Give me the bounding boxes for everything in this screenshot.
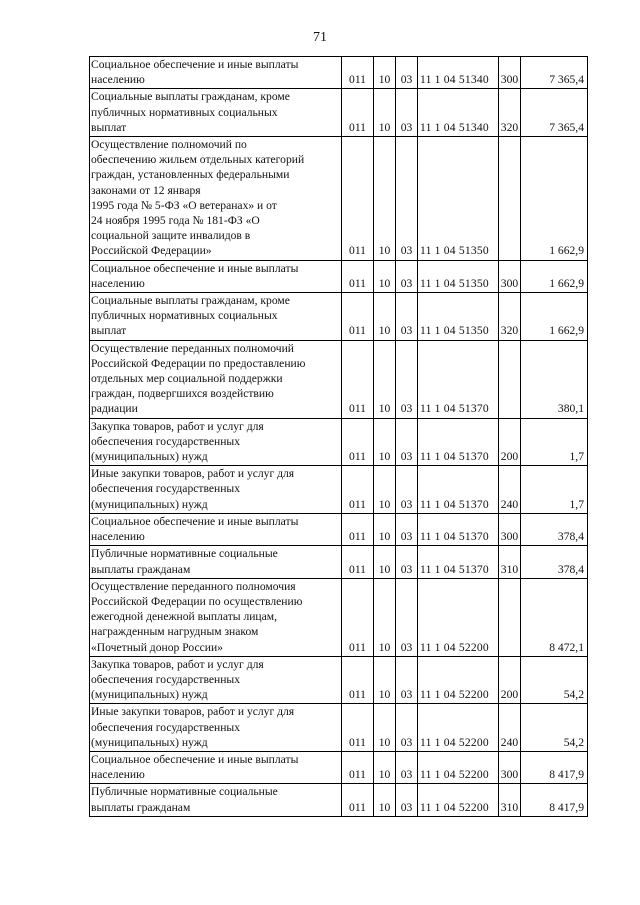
subsection-code-cell: 03 [396,57,418,89]
description-line: граждан, установленных федеральными [91,168,290,182]
ministry-code-cell: 011 [342,513,374,545]
page-number: 71 [313,30,327,45]
subsection-code-cell: 03 [396,89,418,137]
description-line: выплаты гражданам [91,800,191,814]
subsection-code-cell: 03 [396,260,418,292]
ministry-code-cell: 011 [342,784,374,816]
description-cell [90,578,342,656]
subsection-code-cell: 03 [396,466,418,514]
section-code-cell: 10 [374,784,396,816]
description-line: обеспечения государственных [91,672,241,686]
subsection-code-cell: 03 [396,704,418,752]
target-article-cell: 11 1 04 52200 [418,704,499,752]
ministry-code-cell: 011 [342,89,374,137]
description-line: выплаты гражданам [91,562,191,576]
description-line: социальной защите инвалидов в [91,229,251,243]
table-row [90,418,588,466]
target-article-cell: 11 1 04 52200 [418,784,499,816]
expense-type-cell: 300 [499,57,521,89]
description-line: населению [91,768,145,782]
description-line: (муниципальных) нужд [91,497,208,511]
table-row [90,546,588,578]
description-line: Осуществление переданных полномочий [91,341,295,355]
description-line: Социальные выплаты гражданам, кроме [91,294,290,308]
expense-type-cell: 300 [499,751,521,783]
table-row [90,260,588,292]
description-line: Социальное обеспечение и иные выплаты [91,752,299,766]
description-line: публичных нормативных социальных [91,105,278,119]
subsection-code-cell: 03 [396,751,418,783]
target-article-cell: 11 1 04 51370 [418,513,499,545]
description-line: (муниципальных) нужд [91,450,208,464]
budget-table-body [90,57,588,817]
subsection-code-cell: 03 [396,418,418,466]
description-line: 24 ноября 1995 года № 181-ФЗ «О [91,214,260,228]
description-line: ежегодной денежной выплаты лицам, [91,610,278,624]
amount-cell: 7 365,4 [521,89,588,137]
expense-type-cell: 240 [499,704,521,752]
section-code-cell: 10 [374,293,396,341]
amount-cell: 378,4 [521,513,588,545]
description-cell [90,466,342,514]
section-code-cell: 10 [374,418,396,466]
description-line: «Почетный донор России» [91,640,223,654]
description-line: (муниципальных) нужд [91,735,208,749]
description-line: обеспечения государственных [91,434,241,448]
subsection-code-cell: 03 [396,293,418,341]
description-line: Социальное обеспечение и иные выплаты [91,514,299,528]
target-article-cell: 11 1 04 51370 [418,466,499,514]
ministry-code-cell: 011 [342,704,374,752]
description-line: граждан, подвергшихся воздействию [91,387,274,401]
ministry-code-cell: 011 [342,260,374,292]
ministry-code-cell: 011 [342,418,374,466]
section-code-cell: 10 [374,340,396,418]
target-article-cell: 11 1 04 51370 [418,340,499,418]
subsection-code-cell: 03 [396,137,418,261]
description-line: Осуществление полномочий по [91,138,247,152]
amount-cell: 54,2 [521,656,588,704]
description-cell [90,656,342,704]
description-cell [90,513,342,545]
description-line: населению [91,73,145,87]
target-article-cell: 11 1 04 51370 [418,418,499,466]
ministry-code-cell: 011 [342,751,374,783]
table-row [90,293,588,341]
description-cell [90,546,342,578]
description-line: законами от 12 января [91,183,201,197]
table-row [90,89,588,137]
expense-type-cell [499,137,521,261]
expense-type-cell: 320 [499,89,521,137]
description-line: населению [91,276,145,290]
description-line: населению [91,530,145,544]
table-row [90,656,588,704]
description-line: Публичные нормативные социальные [91,785,278,799]
description-cell [90,340,342,418]
expense-type-cell: 310 [499,546,521,578]
description-cell [90,293,342,341]
expense-type-cell: 310 [499,784,521,816]
section-code-cell: 10 [374,751,396,783]
table-row [90,340,588,418]
description-line: 1995 года № 5-ФЗ «О ветеранах» и от [91,198,277,212]
section-code-cell: 10 [374,513,396,545]
table-row [90,513,588,545]
expense-type-cell: 200 [499,418,521,466]
description-line: (муниципальных) нужд [91,688,208,702]
subsection-code-cell: 03 [396,784,418,816]
budget-table [89,56,588,817]
table-row [90,137,588,261]
target-article-cell: 11 1 04 51350 [418,260,499,292]
target-article-cell: 11 1 04 51370 [418,546,499,578]
description-cell [90,137,342,261]
description-line: отдельных мер социальной поддержки [91,372,283,386]
description-line: Социальное обеспечение и иные выплаты [91,261,299,275]
section-code-cell: 10 [374,704,396,752]
amount-cell: 54,2 [521,704,588,752]
expense-type-cell [499,340,521,418]
section-code-cell: 10 [374,260,396,292]
expense-type-cell: 300 [499,260,521,292]
ministry-code-cell: 011 [342,546,374,578]
description-cell [90,57,342,89]
target-article-cell: 11 1 04 52200 [418,751,499,783]
target-article-cell: 11 1 04 52200 [418,578,499,656]
description-line: Закупка товаров, работ и услуг для [91,419,264,433]
amount-cell: 378,4 [521,546,588,578]
description-line: Закупка товаров, работ и услуг для [91,657,264,671]
amount-cell: 1 662,9 [521,137,588,261]
description-cell [90,751,342,783]
section-code-cell: 10 [374,89,396,137]
description-line: обеспечения государственных [91,720,241,734]
description-line: выплат [91,120,127,134]
table-row [90,578,588,656]
description-cell [90,418,342,466]
description-line: Социальное обеспечение и иные выплаты [91,58,299,71]
table-row [90,57,588,89]
description-cell [90,89,342,137]
description-line: обеспечению жильем отдельных категорий [91,153,305,167]
description-cell [90,260,342,292]
target-article-cell: 11 1 04 51340 [418,89,499,137]
amount-cell: 8 472,1 [521,578,588,656]
section-code-cell: 10 [374,466,396,514]
subsection-code-cell: 03 [396,340,418,418]
description-line: обеспечения государственных [91,482,241,496]
ministry-code-cell: 011 [342,466,374,514]
description-line: Иные закупки товаров, работ и услуг для [91,467,295,481]
description-line: радиации [91,402,138,416]
description-line: публичных нормативных социальных [91,309,278,323]
description-line: Социальные выплаты гражданам, кроме [91,90,290,104]
target-article-cell: 11 1 04 51340 [418,57,499,89]
expense-type-cell [499,578,521,656]
amount-cell: 380,1 [521,340,588,418]
expense-type-cell: 200 [499,656,521,704]
expense-type-cell: 320 [499,293,521,341]
expense-type-cell: 240 [499,466,521,514]
amount-cell: 8 417,9 [521,751,588,783]
description-line: Иные закупки товаров, работ и услуг для [91,705,295,719]
target-article-cell: 11 1 04 51350 [418,293,499,341]
description-line: Российской Федерации по осуществлению [91,594,303,608]
table-row [90,784,588,816]
section-code-cell: 10 [374,656,396,704]
description-line: награжденным нагрудным знаком [91,625,259,639]
amount-cell: 1,7 [521,466,588,514]
table-row [90,466,588,514]
amount-cell: 8 417,9 [521,784,588,816]
amount-cell: 1 662,9 [521,293,588,341]
ministry-code-cell: 011 [342,137,374,261]
subsection-code-cell: 03 [396,546,418,578]
section-code-cell: 10 [374,546,396,578]
ministry-code-cell: 011 [342,578,374,656]
table-row [90,751,588,783]
subsection-code-cell: 03 [396,656,418,704]
description-line: Российской Федерации» [91,244,212,258]
description-cell [90,704,342,752]
amount-cell: 1,7 [521,418,588,466]
target-article-cell: 11 1 04 51350 [418,137,499,261]
description-line: Российской Федерации по предоставлению [91,356,306,370]
section-code-cell: 10 [374,578,396,656]
amount-cell: 1 662,9 [521,260,588,292]
amount-cell: 7 365,4 [521,57,588,89]
description-line: выплат [91,324,127,338]
ministry-code-cell: 011 [342,656,374,704]
subsection-code-cell: 03 [396,578,418,656]
description-cell [90,784,342,816]
expense-type-cell: 300 [499,513,521,545]
table-row [90,704,588,752]
target-article-cell: 11 1 04 52200 [418,656,499,704]
ministry-code-cell: 011 [342,293,374,341]
subsection-code-cell: 03 [396,513,418,545]
ministry-code-cell: 011 [342,340,374,418]
description-line: Осуществление переданного полномочия [91,579,296,593]
ministry-code-cell: 011 [342,57,374,89]
description-line: Публичные нормативные социальные [91,547,278,561]
section-code-cell: 10 [374,57,396,89]
section-code-cell: 10 [374,137,396,261]
